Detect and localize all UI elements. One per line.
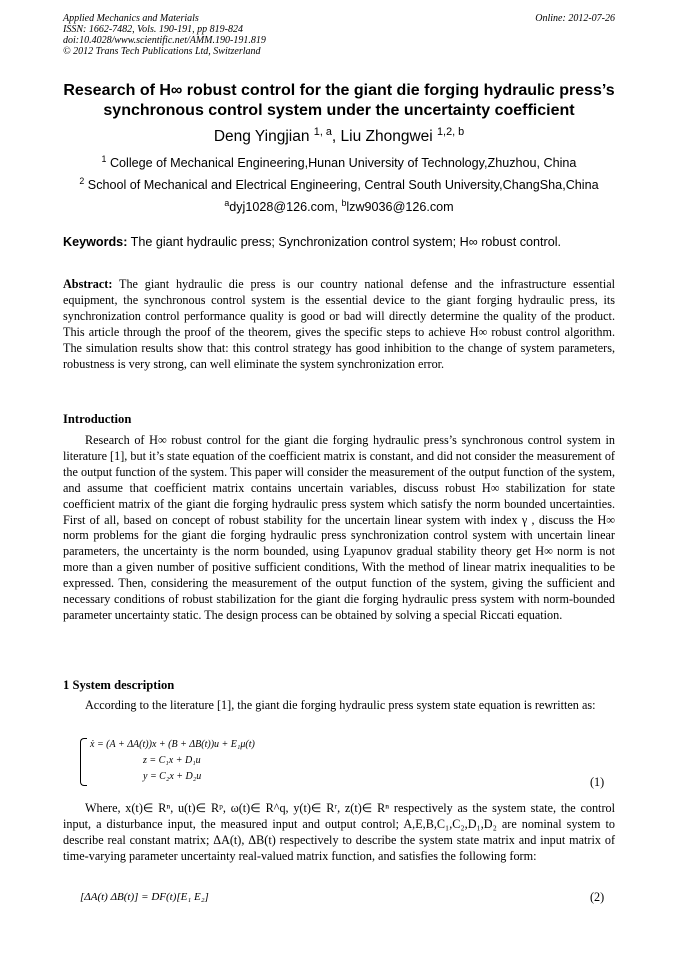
journal-header: [63, 13, 615, 57]
title-line-1: Research of H∞ robust control for the giant die forging hydraulic press’s: [63, 82, 615, 99]
author-list: [0, 125, 678, 146]
author-separator: ,: [331, 128, 341, 145]
affiliation-2: [0, 175, 678, 192]
email-line: [0, 197, 678, 214]
keywords: [63, 235, 623, 249]
equation-1-line-2: z = C₁x + D₁u: [143, 755, 201, 766]
author-1: Deng Yingjian: [213, 128, 314, 145]
keywords-label: Keywords:: [63, 235, 128, 249]
affiliation-2-num: 2: [79, 175, 85, 186]
author-2-affil: 1,2, b: [437, 125, 465, 138]
online-date: Online: 2012-07-26: [535, 13, 615, 24]
abstract-label: Abstract:: [63, 277, 113, 291]
title-line-2: synchronous control system under the uncertainty coefficient: [103, 102, 575, 119]
section-1-text: According to the literature [1], the giant die forging hydraulic press system state equation is rewritten as:: [85, 698, 596, 712]
equation-1-line-3: y = C₂x + D₂u: [143, 771, 202, 782]
equation-1-line-1: ẋ = (A + ΔA(t))x + (B + ΔB(t))u + E₁μ(t): [90, 739, 255, 750]
abstract: [63, 277, 615, 372]
equation-2: [ΔA(t) ΔB(t)] = DF(t)[E₁ E₂]: [80, 891, 209, 903]
section-1-heading: 1 System description: [63, 678, 175, 692]
copyright-line: © 2012 Trans Tech Publications Ltd, Switzerland: [63, 46, 261, 57]
affiliation-1-text: College of Mechanical Engineering,Hunan University of Technology,Zhuzhou, China: [106, 156, 577, 170]
paper-title: [40, 81, 638, 121]
affiliation-1: [0, 153, 678, 170]
where-text: Where, x(t)∈ Rⁿ, u(t)∈ Rᵖ, ω(t)∈ R^q, y(t)∈ Rʳ, z(t)∈ Rⁿ respectively as the system state, the control input, a disturbance input, the measured input and output control; A,E,B,C₁,C₂,D₁,D₂ are nominal system to describe real constant matrix; ΔA(t), ΔB(t) respectively to describe the system state matrix and input matrix of time-varying parameter uncertainty real-valued matrix function, and satisfies the following form:: [63, 801, 615, 863]
email-b-sup: b: [341, 197, 347, 208]
affiliation-1-num: 1: [101, 153, 107, 164]
intro-text: Research of H∞ robust control for the giant die forging hydraulic press’s synchronous control system in literature [1], but it’s state equation of the coefficient matrix is constant, and did not consider the measurement of the output function of the system. This paper will consider the measurement of the output function of the system, and assume that coefficient matrix contains uncertain variables, discuss robust H∞ stabilization for state coefficient matrix of the giant die forging hydraulic press system which satisfy the norm bounded uncertainties. First of all, based on concept of robust stability for the uncertain linear system with index γ , discuss the H∞ norm problems for the giant die forging hydraulic press synchronization control system with uncertain linear parameters, the uncertainty is the norm bounded, using Lyapunov gradual stability theory get H∞ norm is not more than a given number of positive sufficient conditions, With the method of linear matrix inequalities to be expressed. Then, considering the measurement of the output function of the system, giving the sufficient and necessary conditions of robust stabilization for the giant die forging hydraulic press system with norm-bounded parameter uncertainty static. The design process can be obtained by solving a special Riccati equation.: [63, 433, 615, 622]
keywords-text: The giant hydraulic press; Synchronization control system; H∞ robust control.: [127, 235, 562, 249]
email-b: lzw9036@126.com: [346, 200, 454, 214]
author-1-affil: 1, a: [313, 125, 332, 138]
email-a-sup: a: [224, 197, 230, 208]
equation-brace: [80, 738, 87, 786]
affiliation-2-text: School of Mechanical and Electrical Engineering, Central South University,ChangSha,China: [84, 178, 599, 192]
email-a: dyj1028@126.com,: [229, 200, 342, 214]
author-2: Liu Zhongwei: [340, 128, 438, 145]
intro-heading: Introduction: [63, 412, 132, 426]
equation-2-number: (2): [590, 890, 605, 904]
equation-1-number: (1): [590, 775, 605, 789]
issn-line: ISSN: 1662-7482, Vols. 190-191, pp 819-824: [63, 24, 243, 35]
journal-name: Applied Mechanics and Materials: [63, 13, 199, 24]
abstract-text: The giant hydraulic die press is our country national defense and the infrastructure essential equipment, the synchronous control system is the essential device to the giant forging hydraulic press, its synchronization control performance quality is good or bad will directly determine the quality of the product. This article through the proof of the theorem, gives the specific steps to achieve H∞ robust control algorithm. The simulation results show that: this control strategy has good inhibition to the change of system parameters, robustness is very strong, can well eliminate the system synchronization error.: [63, 277, 615, 371]
doi-line: doi:10.4028/www.scientific.net/AMM.190-191.819: [63, 35, 266, 46]
